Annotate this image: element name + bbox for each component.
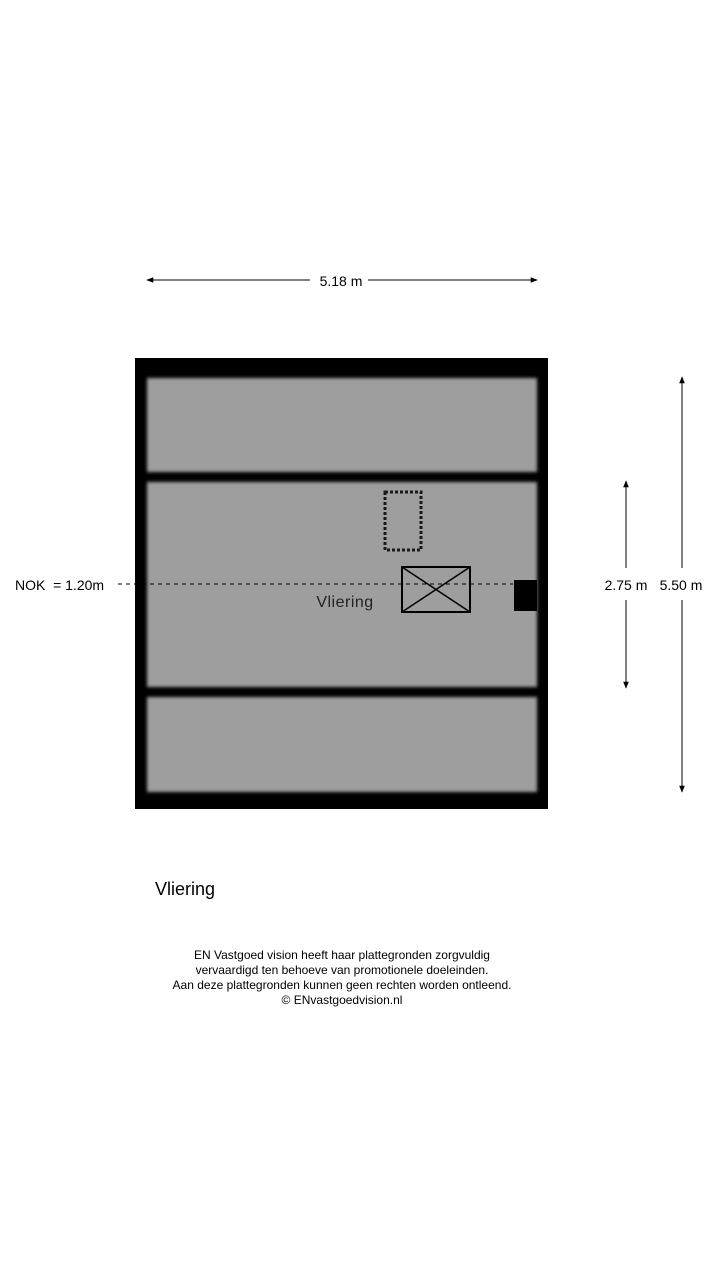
total-depth-dimension (660, 377, 703, 792)
disclaimer-line: Aan deze plattegronden kunnen geen rechten worden ontleend. (172, 978, 512, 992)
width-dimension (147, 273, 537, 289)
floor-zone-bottom (147, 697, 537, 792)
disclaimer-line: © ENvastgoedvision.nl (281, 993, 403, 1007)
ridge-label: NOK = 1.20m (15, 577, 105, 593)
width-label: 5.18 m (319, 273, 363, 289)
floor-zone-top (147, 378, 537, 472)
floor-caption: Vliering (155, 879, 216, 899)
disclaimer-line: EN Vastgoed vision heeft haar plattegronden zorgvuldig (194, 948, 490, 962)
inner-depth-label: 2.75 m (604, 577, 648, 593)
total-depth-label: 5.50 m (659, 577, 703, 593)
disclaimer-line: vervaardigd ten behoeve van promotionele doeleinden. (195, 963, 489, 977)
room-label: Vliering (316, 594, 374, 611)
inner-depth-dimension (605, 481, 648, 688)
chimney-block (514, 580, 537, 611)
disclaimer (0, 948, 684, 1008)
